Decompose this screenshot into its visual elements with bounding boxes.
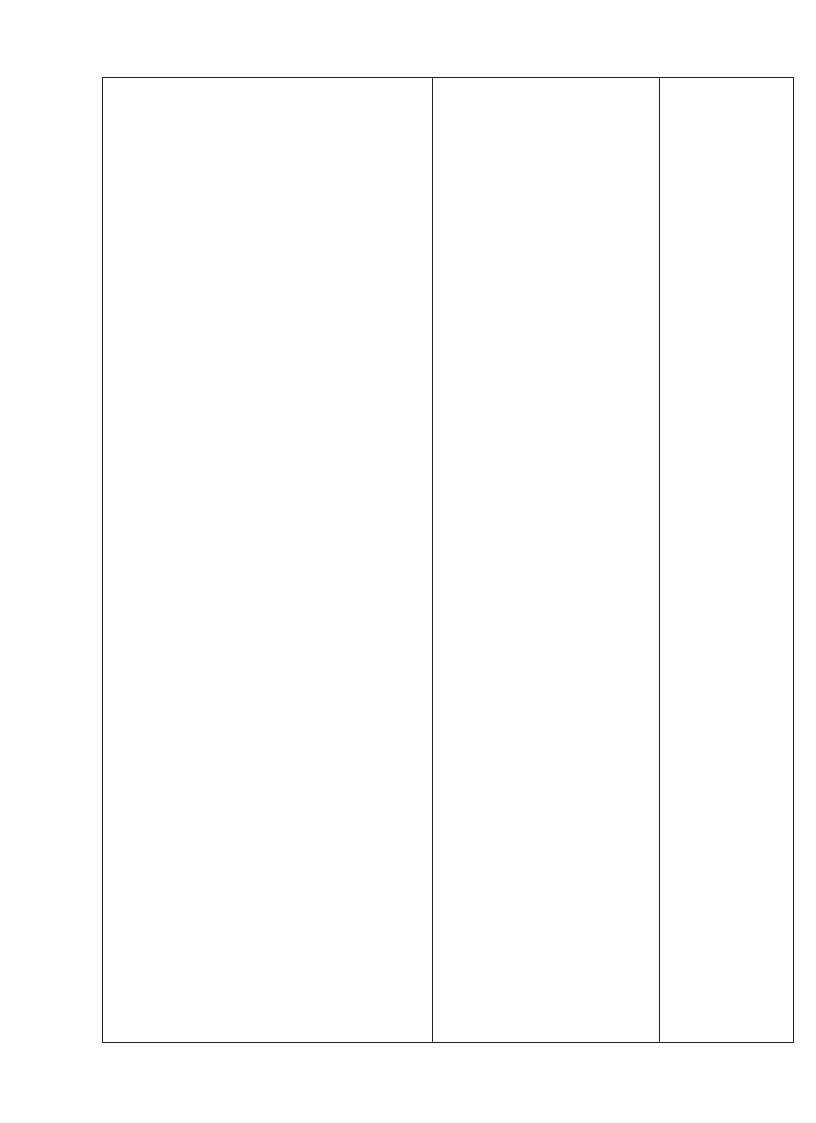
column-divider — [432, 78, 433, 1042]
lesson-table — [102, 77, 794, 1043]
column-divider — [659, 78, 660, 1042]
